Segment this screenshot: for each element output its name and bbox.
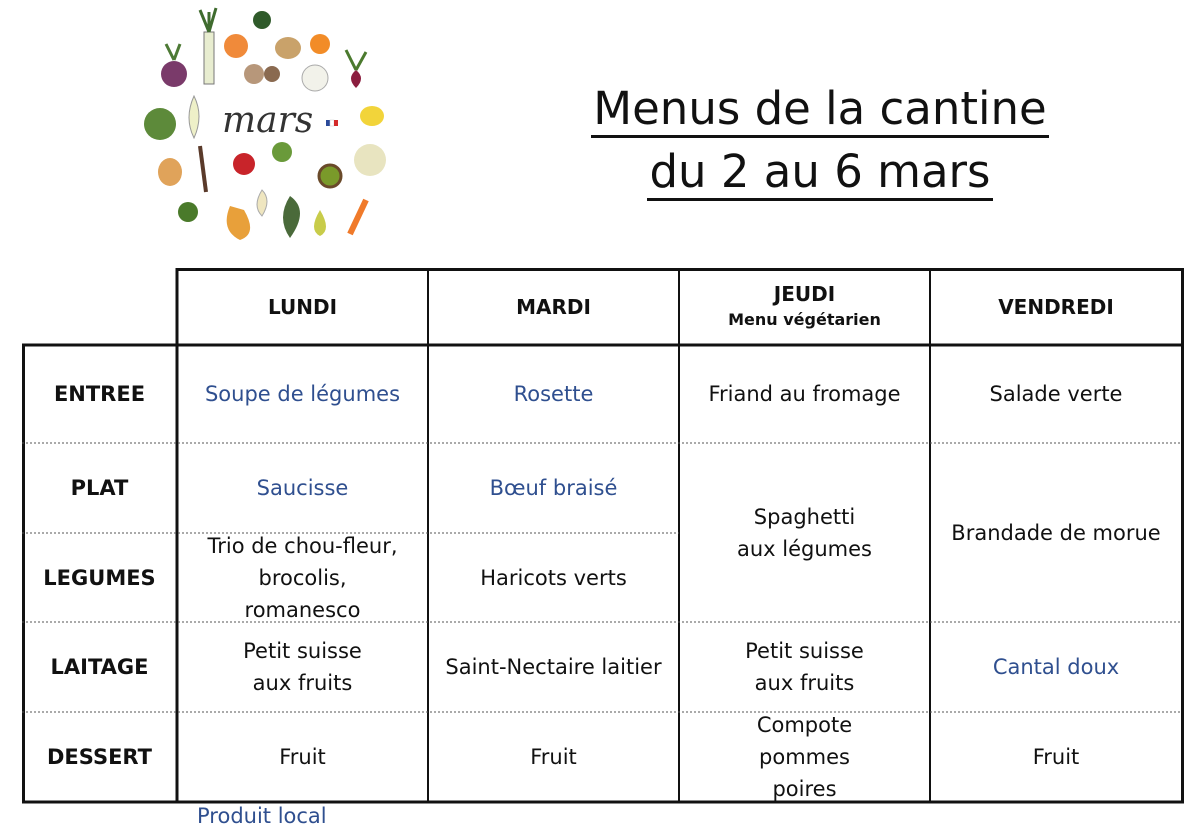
cell-laitage-mardi: Saint-Nectaire laitier <box>445 655 662 679</box>
jerusalem-artichoke-icon <box>257 190 267 216</box>
cell-dessert-mardi: Fruit <box>530 745 577 769</box>
cell-legumes-lundi: Trio de chou-fleur, brocolis, romanesco <box>207 533 398 622</box>
spinach-icon <box>253 11 271 29</box>
beetroot-icon <box>351 70 361 88</box>
cell-dessert-vendredi: Fruit <box>1032 745 1080 769</box>
celeriac-icon <box>354 144 386 176</box>
leek-icon <box>200 8 216 84</box>
cell-plat-mardi: Bœuf braisé <box>489 476 618 500</box>
cell-plat-legumes-vendredi: Brandade de morue <box>951 520 1161 545</box>
day-name: JEUDI <box>773 281 836 306</box>
day-name: VENDREDI <box>998 294 1114 319</box>
cress-icon <box>272 142 292 162</box>
header-vendredi <box>930 268 1182 345</box>
mushroom-icon <box>244 64 264 84</box>
cell-dessert-lundi: Fruit <box>279 745 326 769</box>
page-title <box>560 78 1080 203</box>
row-label-laitage: LAITAGE <box>50 655 149 679</box>
day-name: MARDI <box>516 294 591 319</box>
cell-entree-mardi: Rosette <box>513 382 594 406</box>
cell-laitage-vendredi: Cantal doux <box>992 655 1120 679</box>
carrot-icon <box>350 200 366 234</box>
cell-laitage-lundi: Petit suisse aux fruits <box>243 639 362 695</box>
cell-laitage-jeudi: Petit suisse aux fruits <box>745 639 864 695</box>
header-lundi <box>177 268 428 345</box>
cell-legumes-mardi: Haricots verts <box>480 565 627 590</box>
day-name: LUNDI <box>267 294 338 319</box>
title-line-2: du 2 au 6 mars <box>647 146 992 201</box>
lambs-lettuce-icon <box>178 202 198 222</box>
kiwi-icon <box>319 165 341 187</box>
cauliflower-icon <box>302 65 328 91</box>
orange-icon <box>224 34 248 58</box>
vegetarian-note: Menu végétarien <box>728 309 881 329</box>
cabbage-icon <box>144 108 176 140</box>
apple-icon <box>233 153 255 175</box>
cell-plat-legumes-jeudi: Spaghetti aux légumes <box>737 504 872 561</box>
clementine-icon <box>310 34 330 54</box>
mars-word: mars <box>222 100 314 141</box>
onion-icon <box>158 158 182 186</box>
cell-entree-vendredi: Salade verte <box>989 382 1123 406</box>
cell-entree-jeudi: Friand au fromage <box>708 382 901 406</box>
row-label-legumes: LEGUMES <box>43 565 156 590</box>
mars-vegetables-illustration <box>130 0 400 258</box>
header-jeudi <box>679 268 930 345</box>
cell-entree-lundi: Soupe de légumes <box>204 382 401 406</box>
cell-plat-lundi: Saucisse <box>256 476 349 500</box>
salsify-icon <box>200 146 206 192</box>
endive-icon <box>189 96 199 138</box>
title-line-1: Menus de la cantine <box>591 83 1048 138</box>
turnip-icon <box>161 61 187 87</box>
header-mardi <box>428 268 679 345</box>
legend-produit-local: Produit local <box>197 804 327 828</box>
row-label-entree: ENTREE <box>53 382 146 406</box>
row-label-plat: PLAT <box>70 476 129 500</box>
chard-icon <box>283 196 300 238</box>
menu-table <box>22 268 1184 804</box>
row-label-dessert: DESSERT <box>47 745 152 769</box>
lemon-icon <box>360 106 384 126</box>
potato-icon <box>275 37 301 59</box>
pear-icon <box>314 210 326 236</box>
cell-dessert-jeudi: Compote pommes poires <box>756 713 853 801</box>
butternut-icon <box>227 206 250 240</box>
